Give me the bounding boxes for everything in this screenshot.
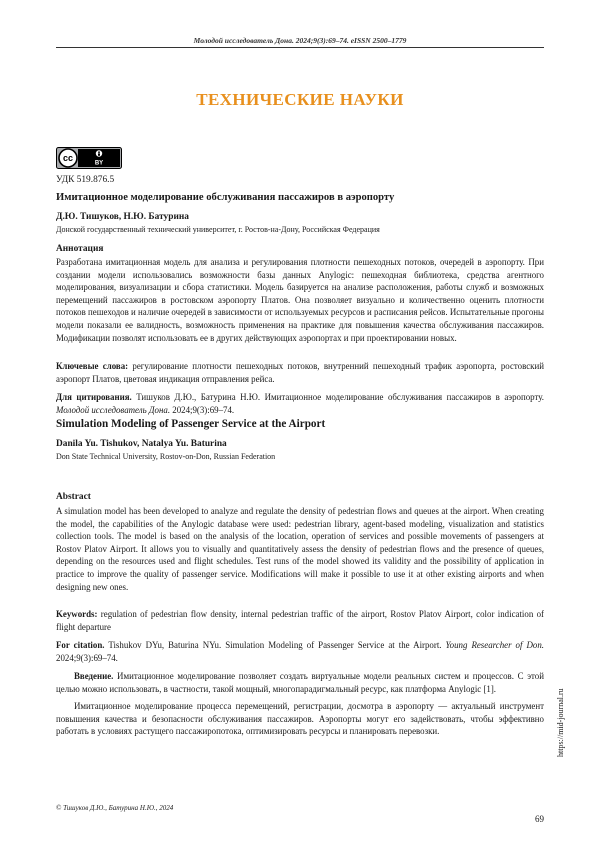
affiliation-ru: Донской государственный технический университет, г. Ростов-на-Дону, Российская Федерация — [56, 225, 380, 234]
keywords-en — [56, 608, 544, 633]
page-number: 69 — [535, 814, 544, 824]
authors-en: Danila Yu. Tishukov, Natalya Yu. Baturina — [56, 439, 227, 449]
journal-url[interactable]: https://mid-journal.ru — [556, 688, 565, 757]
keywords-ru — [56, 360, 544, 385]
article-body — [56, 670, 544, 743]
header-divider — [56, 47, 544, 48]
citation-tail-en: 2024;9(3):69–74. — [56, 652, 118, 663]
journal-header: Молодой исследователь Дона. 2024;9(3):69–74. eISSN 2500–1779 — [193, 36, 407, 45]
citation-ru — [56, 391, 544, 416]
citation-tail-ru: 2024;9(3):69–74. — [172, 404, 235, 415]
body-paragraph: Имитационное моделирование процесса перемещений, регистрации, досмотра в аэропорту — актуальный инструмент повышения качества и безопасности обслуживания пассажиров. Аэропорты могут его задействовать, чтобы эффективно работать в условиях растущего пассажиропотока, оптимизировать ресурсы и планировать перевозки. — [56, 701, 544, 737]
by-label: BY — [94, 160, 104, 167]
article-title-en: Simulation Modeling of Passenger Service at the Airport — [56, 418, 326, 430]
authors-ru: Д.Ю. Тишуков, Н.Ю. Батурина — [56, 212, 189, 222]
citation-journal-ru: Молодой исследователь Дона. — [56, 404, 171, 415]
citation-text-ru: Тишуков Д.Ю., Батурина Н.Ю. Имитационное моделирование обслуживания пассажиров в аэропорту. — [136, 392, 545, 402]
article-title-ru: Имитационное моделирование обслуживания пассажиров в аэропорту — [56, 192, 395, 203]
abstract-heading-ru: Аннотация — [56, 244, 104, 254]
abstract-en: A simulation model has been developed to analyze and regulate the density of pedestrian flows and queues at the airport. When creating the model, the capabilities of the Anylogic database were used: pedestrian library, agent-based modeling, visualization and statistics collection tools. The model is based on the analysis of the location, operation of services and possible movements of passengers at Rostov Platov Airport. It allows you to visually and quantitatively assess the density of pedestrian flows and the presence of queues, depending on the resources used and flight schedules. Test runs of the model showed its validity and the possibility of application in practice to improve the quality of passenger service. Modifications will make it possible to use it at other existing airports and when designing new ones. — [56, 506, 544, 592]
keywords-label-ru: Ключевые слова: — [56, 361, 129, 371]
section-title: ТЕХНИЧЕСКИЕ НАУКИ — [196, 90, 404, 109]
intro-label: Введение. — [74, 671, 114, 681]
keywords-text-ru: регулирование плотности пешеходных потоков, внутренний пешеходный трафик аэропорта, ростовский аэропорт Платов, цветовая индикация отправления рейса. — [56, 361, 544, 384]
intro-paragraph — [56, 670, 544, 695]
citation-label-ru: Для цитирования. — [56, 392, 132, 402]
citation-journal-en: Young Researcher of Don. — [445, 640, 544, 650]
citation-en — [56, 639, 544, 664]
cc-label: cc — [62, 153, 74, 164]
citation-label-en: For citation. — [56, 640, 105, 650]
cc-by-icon[interactable] — [56, 147, 122, 169]
affiliation-en: Don State Technical University, Rostov-on-Don, Russian Federation — [56, 452, 276, 461]
citation-text-en: Tishukov DYu, Baturina NYu. Simulation Modeling of Passenger Service at the Airport. — [108, 640, 442, 650]
intro-text: Имитационное моделирование позволяет создать виртуальные модели реальных систем и процессов. С этой целью можно использовать, в частности, такой мощный, многопарадигмальный ресурс, как платформа Anylogic [1]. — [56, 671, 544, 694]
keywords-text-en: regulation of pedestrian flow density, internal pedestrian traffic of the airport, Rostov Platov Airport, color indication of flight departure — [56, 609, 545, 632]
keywords-label-en: Keywords: — [56, 609, 98, 619]
abstract-heading-en: Abstract — [56, 492, 91, 502]
copyright-notice: © Тишуков Д.Ю., Батурина Н.Ю., 2024 — [56, 804, 174, 812]
udc-code: УДК 519.876.5 — [56, 175, 115, 185]
abstract-ru: Разработана имитационная модель для анализа и регулирования плотности пешеходных потоков, очередей в аэропорту. При создании модели использовались возможности базы данных Anylogic: пешеходная библиотека, средства агентного моделирования, визуализации и сбора статистики. Модель базируется на анализе расположения, работы служб и возможных перемещений пассажиров в ростовском аэропорту Платов. Она позволяет визуально и количественно оценить плотности потоков пешеходов и наличие очередей в зависимости от используемых ресурсов и расписания рейсов. Испытательные прогоны модели показали ее валидность, возможность применения на практике для повышения качества обслуживания пассажиров. Модификации позволят использовать ее в других действующих аэропортах и при проектировании новых. — [56, 257, 544, 343]
